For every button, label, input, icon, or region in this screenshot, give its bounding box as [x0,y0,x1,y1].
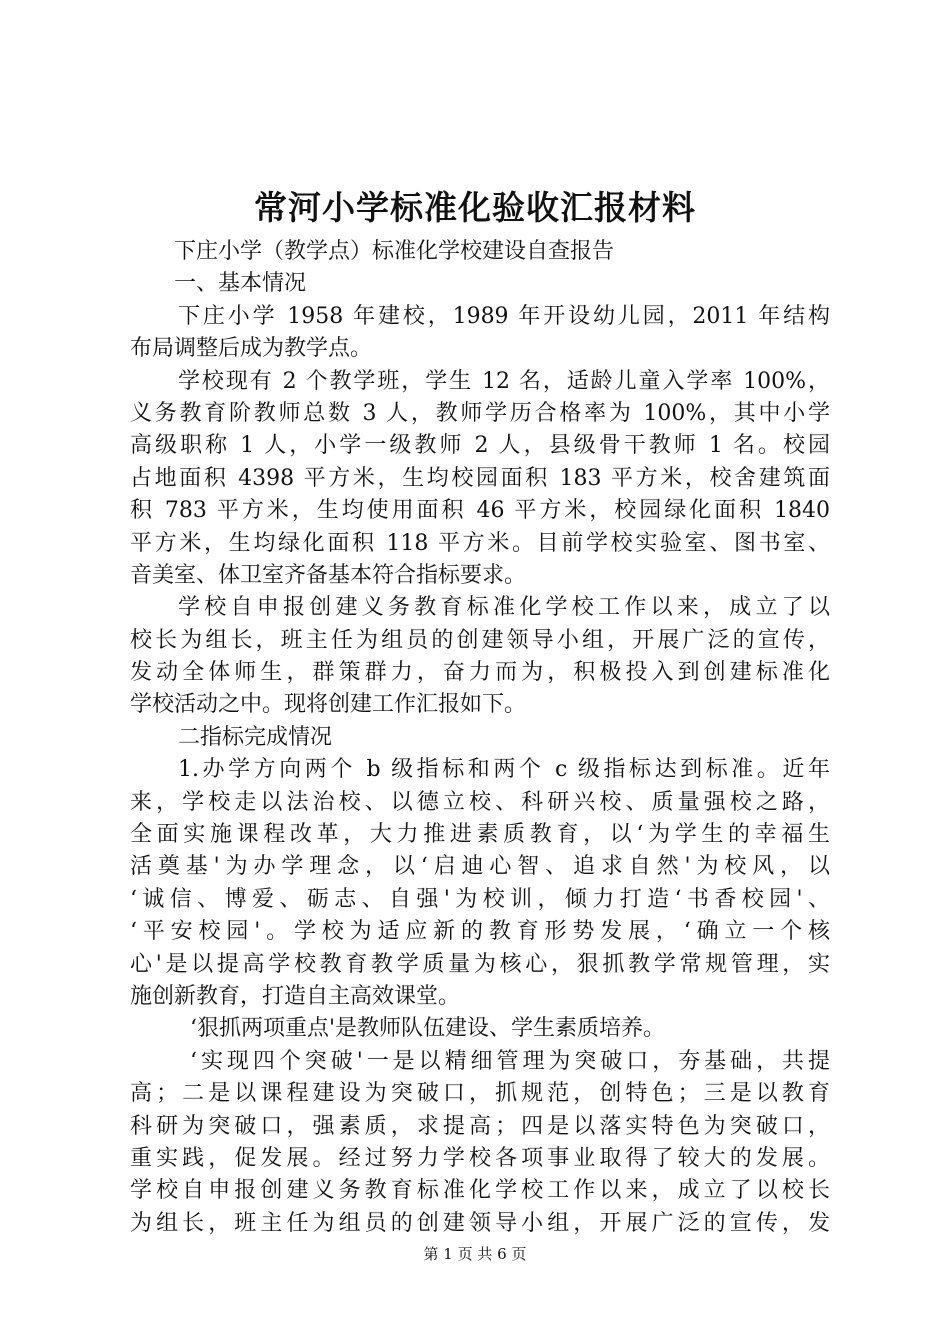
paragraph-line: 学校现有 2 个教学班，学生 12 名，适龄儿童入学率 100%， [178,368,830,394]
paragraph-line: 来，学校走以法治校、以德立校、科研兴校、质量强校之路， [130,789,830,815]
paragraph-line: 占地面积 4398 平方米，生均校园面积 183 平方米，校舍建筑面 [130,465,830,491]
paragraph-line: 活奠基'为办学理念，以‘启迪心智、追求自然'为校风，以 [130,854,830,880]
paragraph-line: 下庄小学 1958 年建校，1989 年开设幼儿园，2011 年结构 [178,303,830,329]
paragraph-line: 学校活动之中。现将创建工作汇报如下。 [130,692,527,718]
section-heading-basic-info: 一、基本情况 [174,271,307,297]
paragraph-line: 发动全体师生，群策群力，奋力而为，积极投入到创建标准化 [130,660,830,686]
paragraph-line: 高；二是以课程建设为突破口，抓规范，创特色；三是以教育 [130,1081,830,1107]
paragraph-line: 平方米，生均绿化面积 118 平方米。目前学校实验室、图书室、 [130,530,830,556]
paragraph-line: 重实践，促发展。经过努力学校各项事业取得了较大的发展。 [130,1145,830,1171]
paragraph-line: 心'是以提高学校教育教学质量为核心，狠抓教学常规管理，实 [130,951,830,977]
paragraph-line: 义务教育阶教师总数 3 人，教师学历合格率为 100%，其中小学 [130,400,830,426]
paragraph-line: ‘狠抓两项重点'是教师队伍建设、学生素质培养。 [190,1016,666,1042]
paragraph-line: 为组长，班主任为组员的创建领导小组，开展广泛的宣传，发 [130,1210,830,1236]
paragraph-line: 音美室、体卫室齐备基本符合指标要求。 [130,562,527,588]
paragraph-line: 1.办学方向两个 b 级指标和两个 c 级指标达到标准。近年 [178,757,830,783]
paragraph-line: 施创新教育，打造自主高效课堂。 [130,983,461,1009]
paragraph-line: ‘实现四个突破'一是以精细管理为突破口，夯基础，共提 [190,1048,830,1074]
document-title: 常河小学标准化验收汇报材料 [254,188,696,227]
paragraph-line: 学校自申报创建义务教育标准化学校工作以来，成立了以校长 [130,1178,830,1204]
paragraph-line: 科研为突破口，强素质，求提高；四是以落实特色为突破口， [130,1113,830,1139]
document-body [130,236,830,1240]
paragraph-line: 积 783 平方米，生均使用面积 46 平方米，校园绿化面积 1840 [130,498,830,524]
paragraph-line: 高级职称 1 人，小学一级教师 2 人，县级骨干教师 1 名。校园 [130,433,830,459]
section-heading-indicators: 二指标完成情况 [178,724,333,750]
page-number-footer: 第 1 页 共 6 页 [423,1245,527,1263]
subtitle-line: 下庄小学（教学点）标准化学校建设自查报告 [174,239,615,264]
paragraph-line: 学校自申报创建义务教育标准化学校工作以来，成立了以 [178,595,830,621]
paragraph-line: 校长为组长，班主任为组员的创建领导小组，开展广泛的宣传， [130,627,830,653]
paragraph-line: 全面实施课程改革，大力推进素质教育，以‘为学生的幸福生 [130,822,830,848]
paragraph-line: ‘平安校园'。学校为适应新的教育形势发展，‘确立一个核 [130,919,830,945]
paragraph-line: 布局调整后成为教学点。 [130,336,373,362]
paragraph-line: ‘诚信、博爱、砺志、自强'为校训，倾力打造‘书香校园'、 [130,886,830,912]
